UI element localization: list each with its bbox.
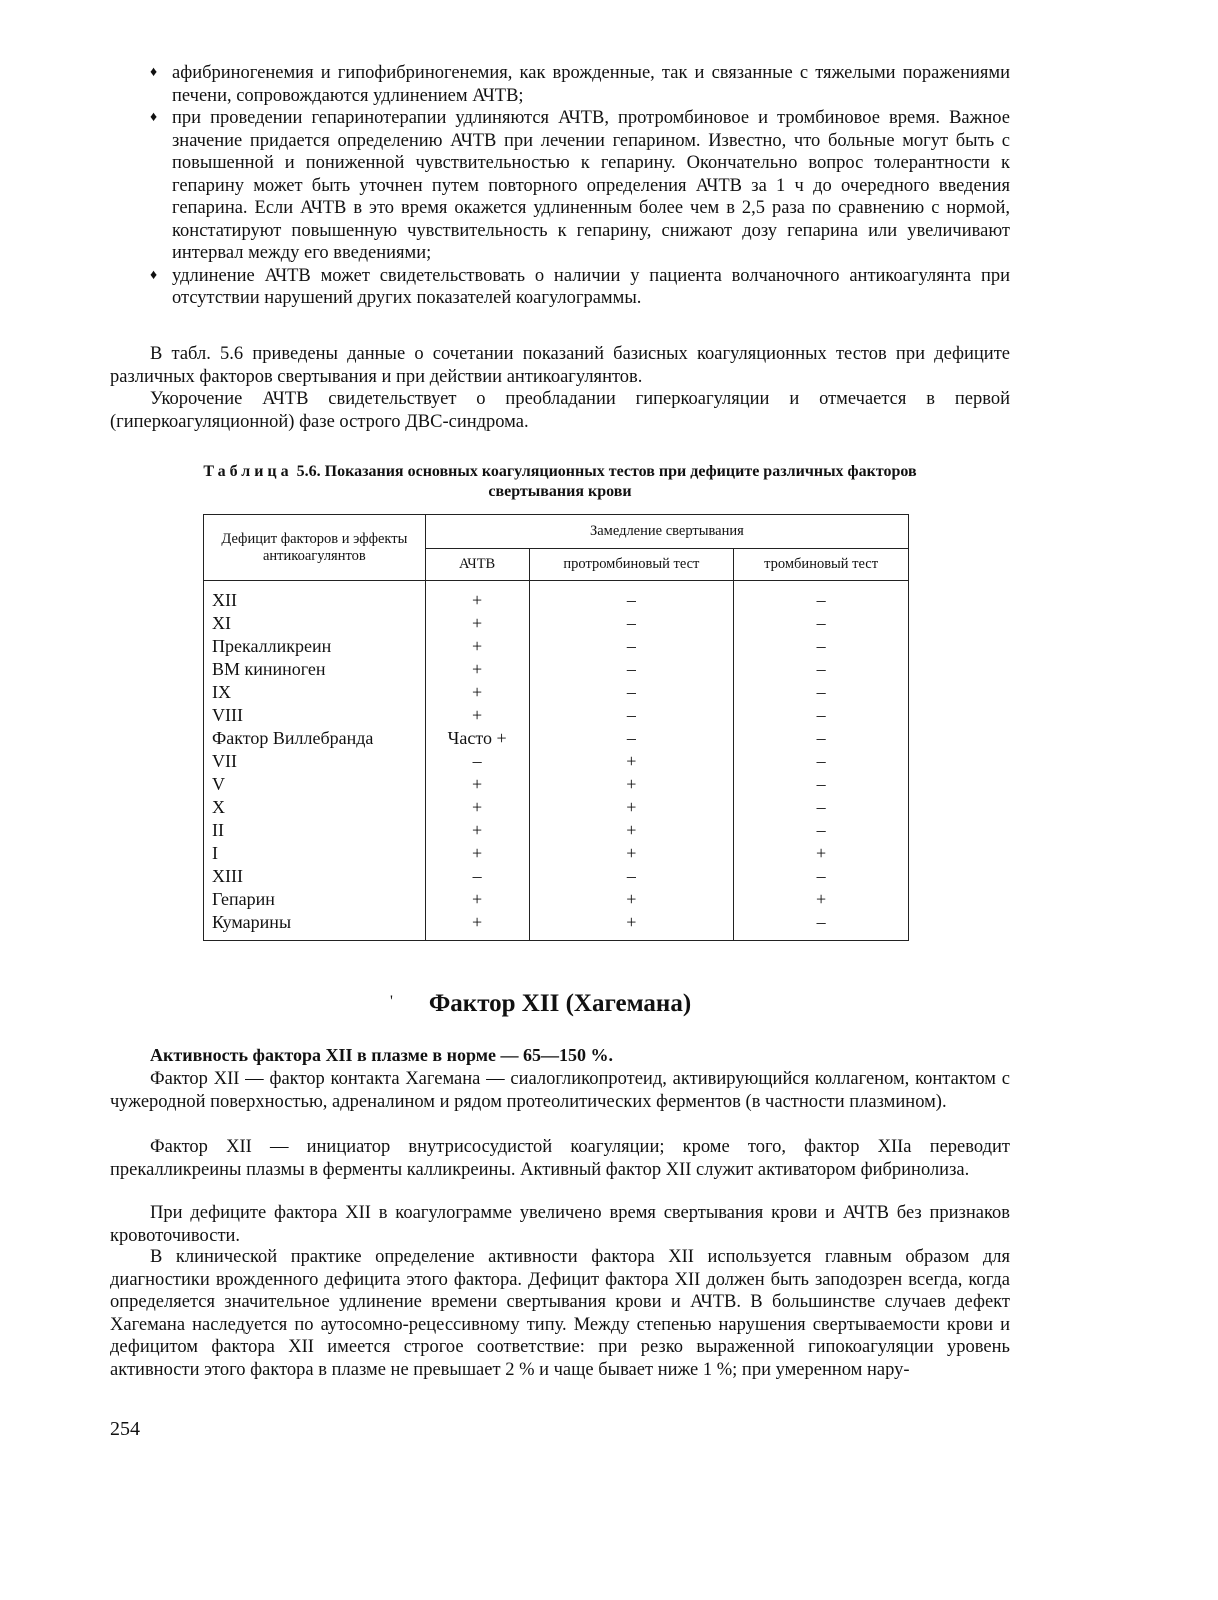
table-cell: – <box>734 819 909 842</box>
section-heading: Фактор XII (Хагемана) <box>428 990 692 1017</box>
column-header: тромбиновый тест <box>734 549 909 581</box>
table-cell: + <box>425 704 529 727</box>
diamond-bullet-icon: ♦ <box>150 110 158 125</box>
table-cell: + <box>425 819 529 842</box>
row-label: X <box>204 796 426 819</box>
row-label: XII <box>204 581 426 613</box>
section-subheading: Активность фактора XII в плазме в норме — 65—150 %. <box>150 1045 613 1065</box>
column-group-header: Замедление свертывания <box>425 515 908 549</box>
table-cell: + <box>425 581 529 613</box>
table-cell: – <box>734 727 909 750</box>
table-cell: + <box>425 612 529 635</box>
table-cell: + <box>529 773 734 796</box>
column-header: протромбиновый тест <box>529 549 734 581</box>
row-label: XI <box>204 612 426 635</box>
paragraph: При дефиците фактора XII в коагулограмме увеличено время свертывания крови и АЧТВ без признаков кровоточивости. <box>110 1203 1010 1246</box>
column-header-deficit: Дефицит факторов и эффекты антикоагулянтов <box>204 515 426 581</box>
row-label: V <box>204 773 426 796</box>
row-label: Прекалликреин <box>204 635 426 658</box>
table-cell: – <box>734 750 909 773</box>
coagulation-tests-table <box>203 514 909 941</box>
table-cell: – <box>734 796 909 819</box>
table-cell: + <box>425 773 529 796</box>
table-cell: – <box>529 704 734 727</box>
table-cell: – <box>734 658 909 681</box>
table-cell: – <box>734 612 909 635</box>
table-cell: – <box>529 635 734 658</box>
row-label: I <box>204 842 426 865</box>
table-caption: Таблица 5.6. Показания основных коагуляционных тестов при дефиците различных факторов свертывания крови <box>203 463 917 500</box>
table-cell: + <box>734 842 909 865</box>
table-cell: – <box>529 658 734 681</box>
paragraph: В табл. 5.6 приведены данные о сочетании показаний базисных коагуляционных тестов при дефиците различных факторов свертывания и при действии антикоагулянтов. <box>110 344 1010 387</box>
column-header: АЧТВ <box>425 549 529 581</box>
row-label: Гепарин <box>204 888 426 911</box>
table-cell: + <box>734 888 909 911</box>
table-row <box>204 727 909 750</box>
table-cell: – <box>529 681 734 704</box>
table-cell: + <box>425 911 529 941</box>
table-cell: + <box>529 750 734 773</box>
row-label: II <box>204 819 426 842</box>
paragraph: В клинической практике определение активности фактора XII используется главным образом для диагностики врожденного дефицита этого фактора. Дефицит фактора XII должен быть заподозрен всегда, когда определяется значительное удлинение времени свертывания крови и АЧТВ. В большинстве случаев дефект Хагемана наследуется по аутосомно-рецессивному типу. Между степенью нарушения свертываемости крови и дефицитом фактора XII имеется строгое соответствие: при резко выраженной гипокоагуляции уровень активности этого фактора в плазме не превышает 2 % и чаще бывает ниже 1 %; при умеренном нару- <box>110 1247 1010 1380</box>
table-cell: + <box>425 635 529 658</box>
table-cell: – <box>734 681 909 704</box>
row-label: XIII <box>204 865 426 888</box>
row-label: ВМ кининоген <box>204 658 426 681</box>
bullet-list <box>150 62 1010 310</box>
table-row <box>204 773 909 796</box>
table-cell: – <box>734 581 909 613</box>
paragraph: Фактор XII — фактор контакта Хагемана — сиалогликопротеид, активирующийся коллагеном, контактом с чужеродной поверхностью, адреналином и рядом протеолитических ферментов (в частности плазмином). <box>110 1069 1010 1112</box>
page-number: 254 <box>110 1418 140 1440</box>
table-row <box>204 911 909 941</box>
table-cell: + <box>425 888 529 911</box>
table-row <box>204 612 909 635</box>
bullet-item: ♦ удлинение АЧТВ может свидетельствовать о наличии у пациента волчаночного антикоагулянта при отсутствии нарушений других показателей коагулограммы. <box>150 265 1010 308</box>
table-cell: + <box>425 658 529 681</box>
table-cell: – <box>529 865 734 888</box>
table-row <box>204 888 909 911</box>
row-label: Фактор Виллебранда <box>204 727 426 750</box>
table-cell: – <box>425 865 529 888</box>
table-row <box>204 865 909 888</box>
table-cell: – <box>734 773 909 796</box>
diamond-bullet-icon: ♦ <box>150 267 158 283</box>
table-row <box>204 842 909 865</box>
table-cell: – <box>734 635 909 658</box>
table-row <box>204 819 909 842</box>
table-cell: + <box>529 819 734 842</box>
table-cell: – <box>529 581 734 613</box>
bullet-item: ♦ при проведении гепаринотерапии удлиняются АЧТВ, протромбиновое и тромбиновое время. Важное значение придается определению АЧТВ при лечении гепарином. Известно, что больные могут быть с повышенной и пониженной чувствительностью к гепарину. Окончательно вопрос толерантности к гепарину может быть уточнен путем повторного определения АЧТВ за 1 ч до очередного введения гепарина. Если АЧТВ в это время окажется удлиненным более чем в 2,5 раза по сравнению с нормой, констатируют повышенную чувствительность к гепарину, снижают дозу гепарина или увеличивают интервал между его введениями; <box>150 108 1010 263</box>
table-cell: + <box>425 796 529 819</box>
row-label: VII <box>204 750 426 773</box>
row-label: IX <box>204 681 426 704</box>
table-row <box>204 681 909 704</box>
table-cell: + <box>425 842 529 865</box>
table-row <box>204 581 909 613</box>
table-cell: – <box>734 911 909 941</box>
table-cell: – <box>734 865 909 888</box>
stray-mark: ' <box>390 993 393 1010</box>
table-cell: Часто + <box>425 727 529 750</box>
table-row <box>204 658 909 681</box>
table-cell: + <box>529 911 734 941</box>
table-cell: + <box>529 796 734 819</box>
table-cell: + <box>529 888 734 911</box>
table-row <box>204 750 909 773</box>
table-cell: – <box>529 612 734 635</box>
paragraph: Фактор XII — инициатор внутрисосудистой коагуляции; кроме того, фактор XIIa переводит прекалликреины плазмы в ферменты калликреины. Активный фактор XII служит активатором фибринолиза. <box>110 1137 1010 1180</box>
row-label: Кумарины <box>204 911 426 941</box>
table-row <box>204 704 909 727</box>
table-row <box>204 796 909 819</box>
paragraph: Укорочение АЧТВ свидетельствует о преобладании гиперкоагуляции и отмечается в первой (гиперкоагуляционной) фазе острого ДВС-синдрома. <box>110 389 1010 432</box>
table-row <box>204 635 909 658</box>
bullet-item: ♦ афибриногенемия и гипофибриногенемия, как врожденные, так и связанные с тяжелыми поражениями печени, сопровождаются удлинением АЧТВ; <box>150 63 1010 106</box>
table-cell: – <box>425 750 529 773</box>
row-label: VIII <box>204 704 426 727</box>
table-cell: + <box>425 681 529 704</box>
table-cell: + <box>529 842 734 865</box>
table-cell: – <box>529 727 734 750</box>
table-cell: – <box>734 704 909 727</box>
diamond-bullet-icon: ♦ <box>150 65 158 80</box>
